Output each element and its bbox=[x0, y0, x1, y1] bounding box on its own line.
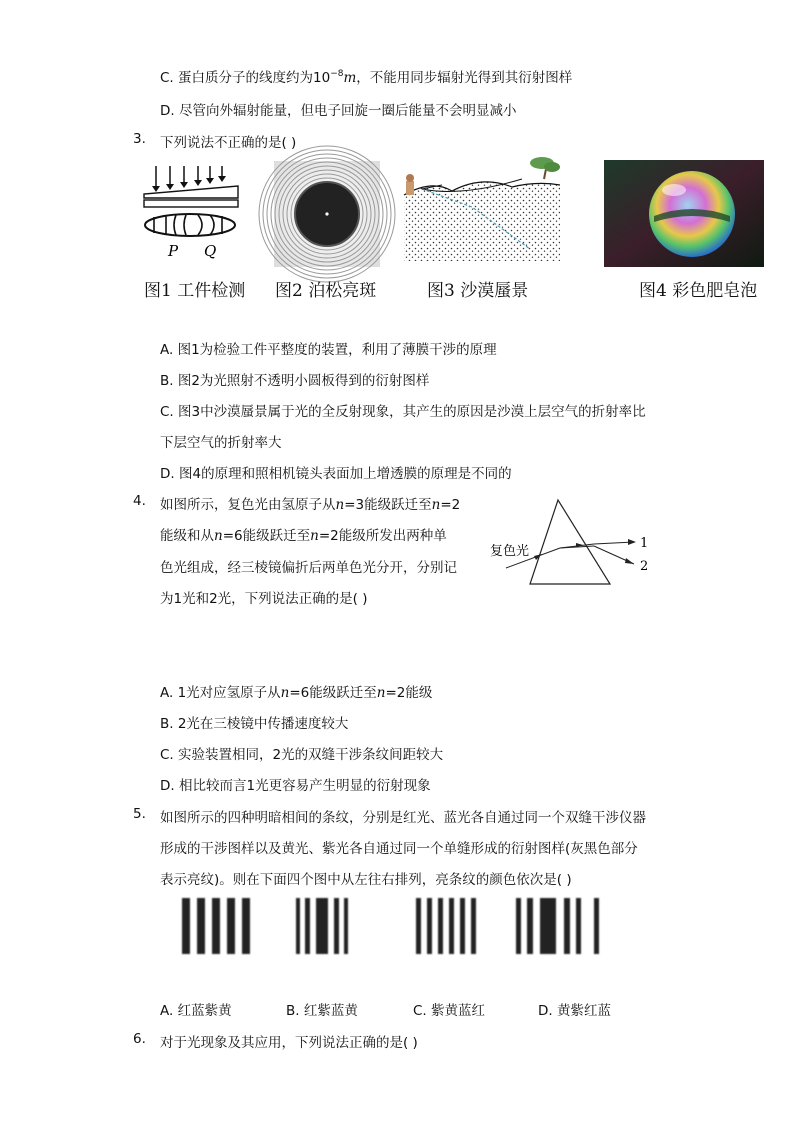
ray-2-label: 2 bbox=[640, 559, 649, 574]
figure-4-soap-bubble bbox=[604, 160, 764, 267]
q4-stem-line3: 色光组成，经三棱镜偏折后两单色光分开，分别记 bbox=[160, 560, 457, 576]
q5-stem-line3: 表示亮纹)。则在下面四个图中从左往右排列，亮条纹的颜色依次是( ) bbox=[160, 872, 572, 888]
q3-option-b: B. 图2为光照射不透明小圆板得到的衍射图样 bbox=[160, 373, 430, 389]
q3-option-d: D. 图4的原理和照相机镜头表面加上增透膜的原理是不同的 bbox=[160, 466, 512, 482]
q4-stem-line2: 能级和从n=6能级跃迁至n=2能级所发出两种单 bbox=[160, 528, 447, 544]
q4-stem-line4: 为1光和2光，下列说法正确的是( ) bbox=[160, 591, 368, 607]
figure-3-desert-mirage bbox=[402, 157, 562, 261]
q2-option-d: D. 尽管向外辐射能量，但电子回旋一圈后能量不会明显减小 bbox=[160, 103, 517, 119]
q4-option-b: B. 2光在三棱镜中传播速度较大 bbox=[160, 716, 349, 732]
figure-prism bbox=[486, 496, 666, 592]
figure-3-caption: 图3 沙漠蜃景 bbox=[427, 281, 529, 301]
q3-option-c-line2: 下层空气的折射率大 bbox=[160, 435, 282, 451]
ray-1-label: 1 bbox=[640, 536, 649, 551]
figure-1-caption: 图1 工件检测 bbox=[144, 281, 246, 301]
incident-light-label: 复色光 bbox=[490, 544, 530, 559]
label-q: Q bbox=[204, 242, 217, 260]
q4-stem-line1: 如图所示，复色光由氢原子从n=3能级跃迁至n=2 bbox=[160, 497, 461, 513]
q5-option-d: D. 黄紫红蓝 bbox=[538, 1003, 611, 1019]
q5-stem-line1: 如图所示的四种明暗相间的条纹，分别是红光、蓝光各自通过同一个双缝干涉仪器 bbox=[160, 810, 646, 826]
q6-number: 6. bbox=[133, 1031, 146, 1047]
q3-stem: 下列说法不正确的是( ) bbox=[160, 135, 297, 151]
q3-number: 3. bbox=[133, 131, 146, 147]
q5-option-c: C. 紫黄蓝红 bbox=[413, 1003, 486, 1019]
label-p: P bbox=[168, 242, 179, 260]
q4-option-d: D. 相比较而言1光更容易产生明显的衍射现象 bbox=[160, 778, 431, 794]
q4-option-a: A. 1光对应氢原子从n=6能级跃迁至n=2能级 bbox=[160, 685, 433, 701]
q2-option-c: C. 蛋白质分子的线度约为$10^{-8}m$，不能用同步辐射光得到其衍射图样 bbox=[160, 69, 573, 86]
figure-1-workpiece-test bbox=[138, 160, 248, 260]
q3-option-a: A. 图1为检验工件平整度的装置，利用了薄膜干涉的原理 bbox=[160, 342, 497, 358]
figure-2-poisson-spot bbox=[274, 161, 380, 267]
figure-fringe-patterns bbox=[178, 894, 618, 958]
q5-number: 5. bbox=[133, 806, 146, 822]
q4-option-c: C. 实验装置相同，2光的双缝干涉条纹间距较大 bbox=[160, 747, 444, 763]
q5-stem-line2: 形成的干涉图样以及黄光、紫光各自通过同一个单缝形成的衍射图样(灰黑色部分 bbox=[160, 841, 638, 857]
q5-option-a: A. 红蓝紫黄 bbox=[160, 1003, 232, 1019]
figure-4-caption: 图4 彩色肥皂泡 bbox=[639, 281, 758, 301]
q5-option-b: B. 红紫蓝黄 bbox=[286, 1003, 358, 1019]
q3-option-c-line1: C. 图3中沙漠蜃景属于光的全反射现象，其产生的原因是沙漠上层空气的折射率比 bbox=[160, 404, 646, 420]
figure-2-caption: 图2 泊松亮斑 bbox=[275, 281, 377, 301]
q4-number: 4. bbox=[133, 493, 146, 509]
q6-stem: 对于光现象及其应用，下列说法正确的是( ) bbox=[160, 1035, 418, 1051]
